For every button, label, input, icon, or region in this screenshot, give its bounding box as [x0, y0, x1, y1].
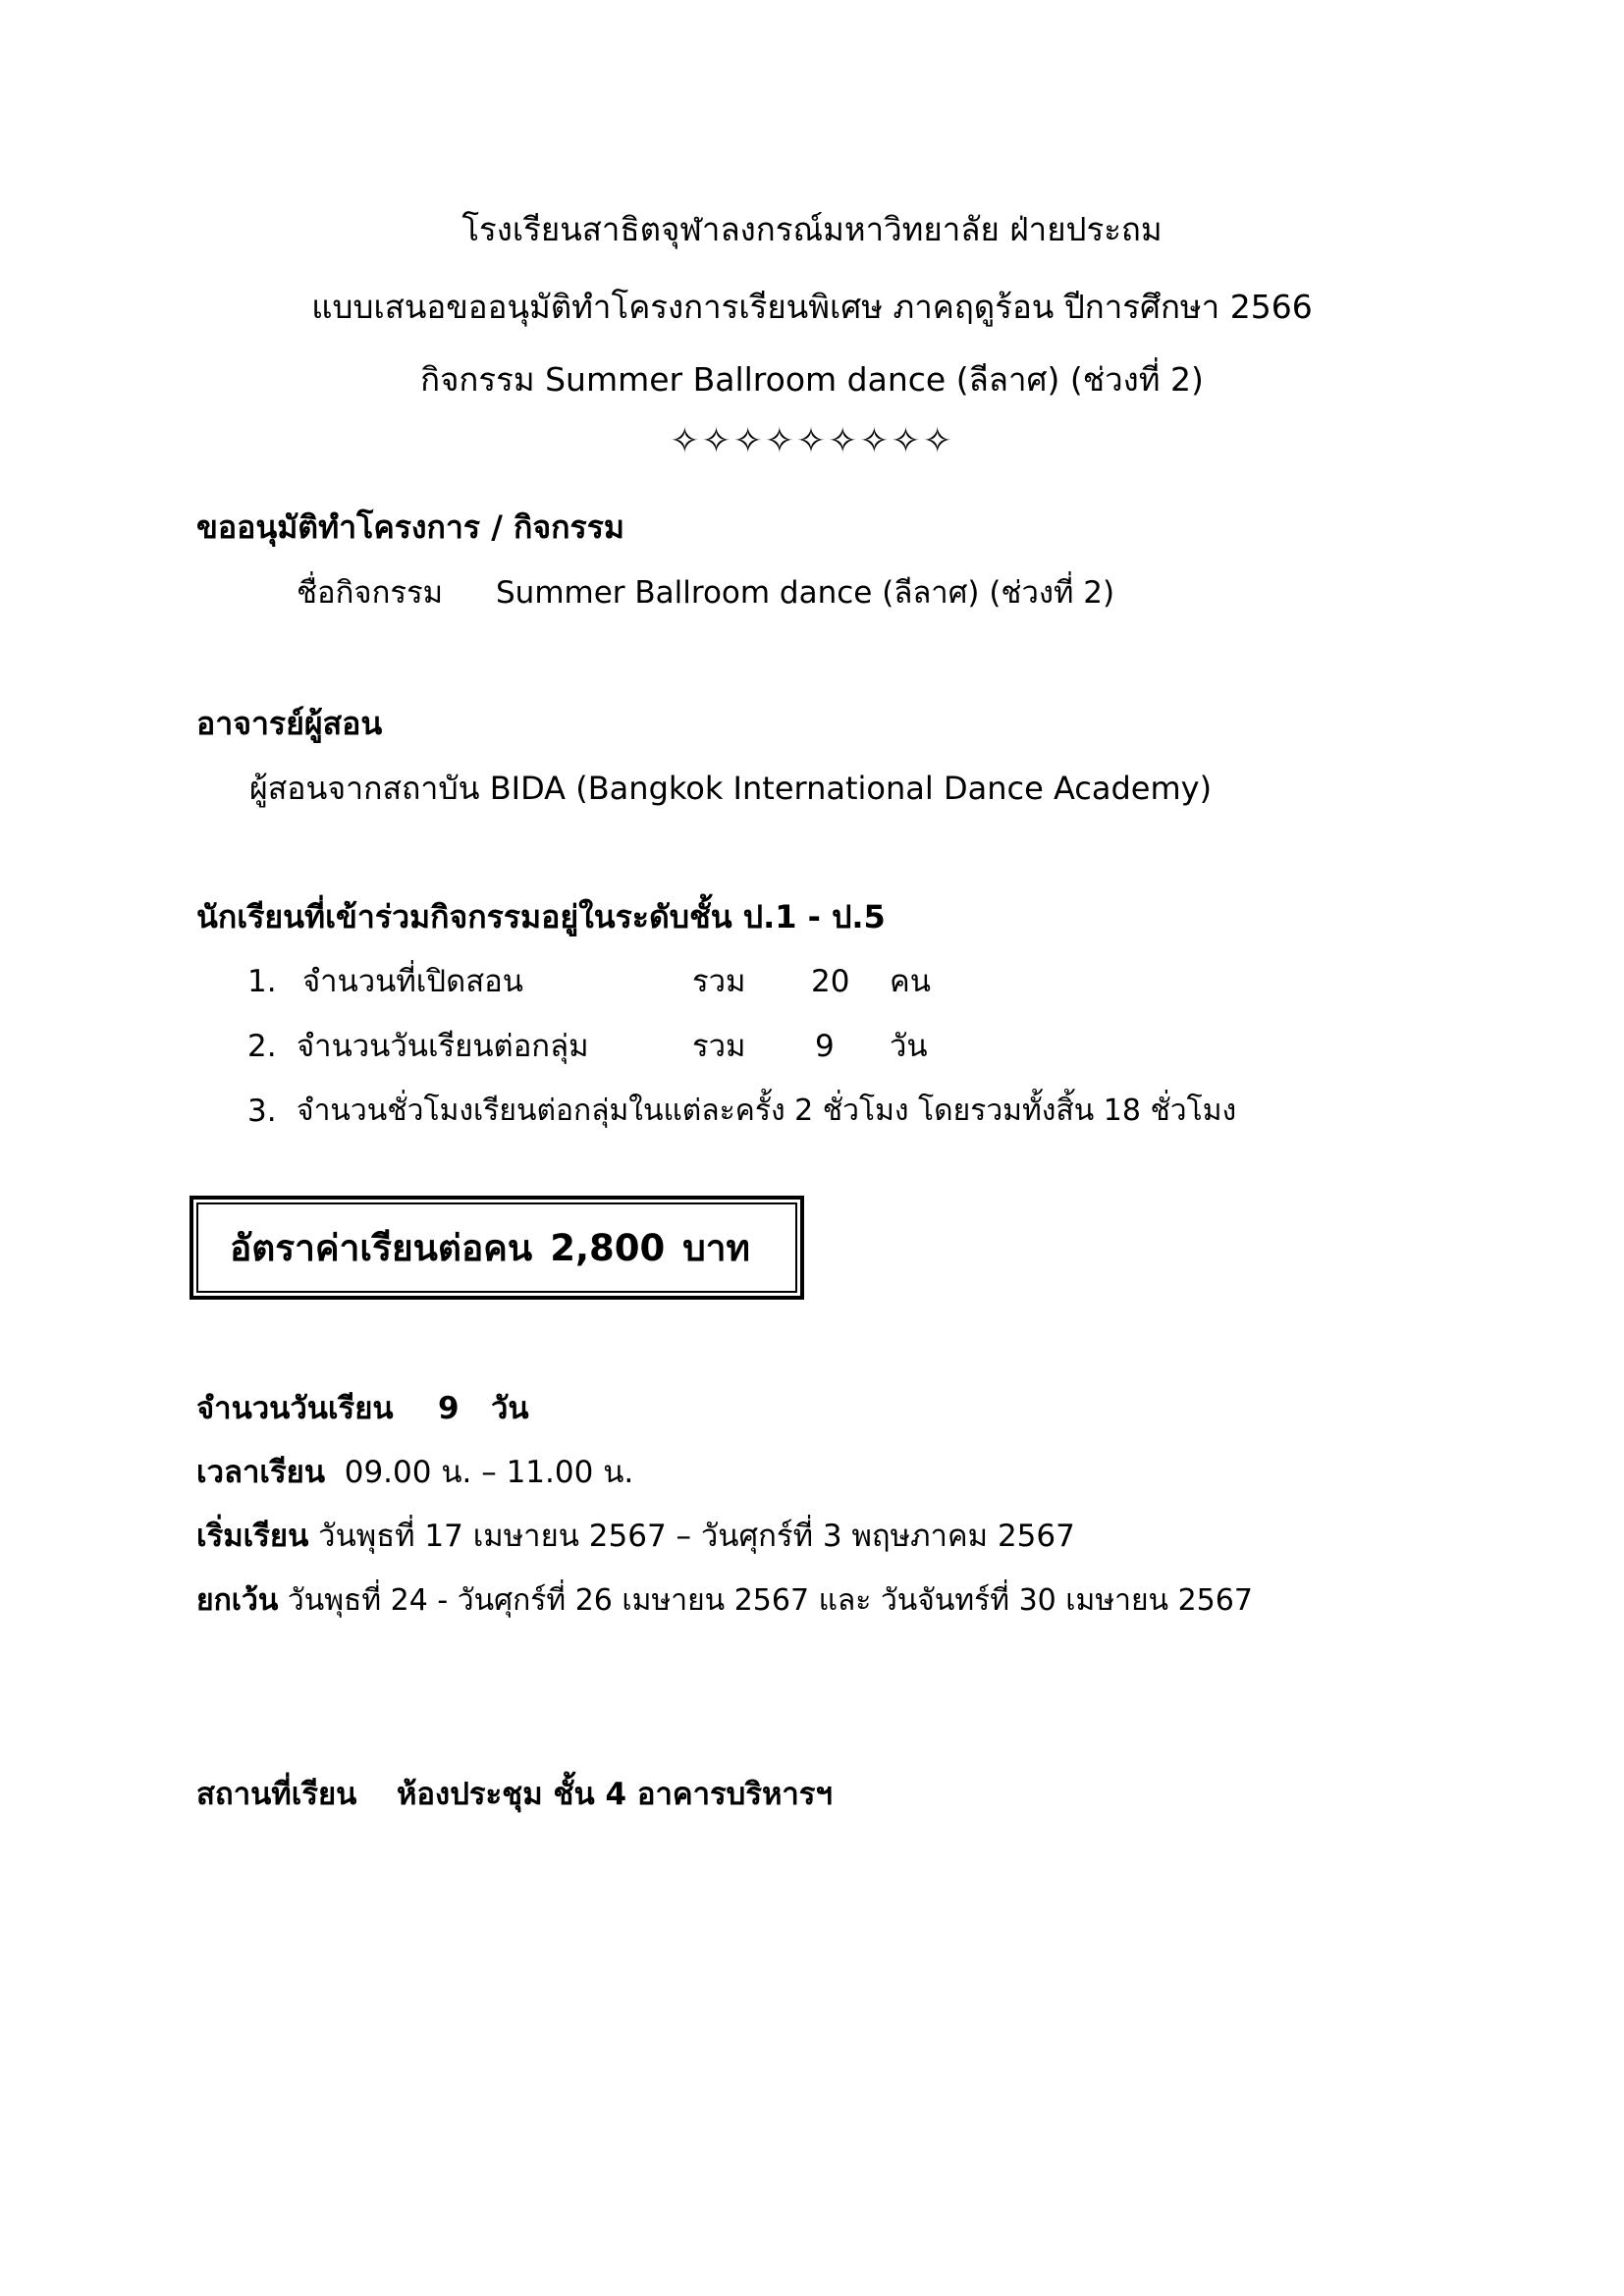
- item-label: จำนวนที่เปิดสอน: [302, 964, 523, 999]
- item-number: 3.: [247, 1094, 277, 1129]
- item-text: จำนวนชั่วโมงเรียนต่อกลุ่มในแต่ละครั้ง 2 ชั่วโมง โดยรวมทั้งสิ้น 18 ชั่วโมง: [297, 1094, 1237, 1128]
- teacher-heading: อาจารย์ผู้สอน: [196, 705, 383, 742]
- item-unit: วัน: [890, 1029, 928, 1064]
- activity-title: กิจกรรม Summer Ballroom dance (ลีลาศ) (ช่วงที่ 2): [420, 360, 1204, 399]
- approval-heading: ขออนุมัติทำโครงการ / กิจกรรม: [196, 508, 624, 546]
- item-label: จำนวนวันเรียนต่อกลุ่ม: [297, 1029, 589, 1064]
- fee-currency: บาท: [682, 1226, 750, 1269]
- item-total-label: รวม: [692, 964, 746, 999]
- exception-value: วันพุธที่ 24 - วันศุกร์ที่ 26 เมษายน 2567 และ วันจันทร์ที่ 30 เมษายน 2567: [287, 1583, 1253, 1618]
- item-number: 2.: [247, 1029, 277, 1064]
- item-unit: คน: [890, 964, 931, 999]
- fee-amount: 2,800: [550, 1226, 666, 1269]
- item-number: 1.: [247, 964, 277, 999]
- study-days-label: จำนวนวันเรียน: [196, 1391, 394, 1426]
- study-days-value: 9: [438, 1391, 460, 1426]
- item-value: 20: [811, 964, 850, 999]
- item-total-label: รวม: [692, 1029, 746, 1064]
- location-value: ห้องประชุม ชั้น 4 อาคารบริหารฯ: [397, 1777, 833, 1812]
- fee-inner-frame: [196, 1202, 797, 1293]
- study-days-unit: วัน: [491, 1391, 529, 1426]
- exception-label: ยกเว้น: [196, 1583, 279, 1618]
- location-label: สถานที่เรียน: [196, 1777, 357, 1812]
- activity-name-value: Summer Ballroom dance (ลีลาศ) (ช่วงที่ 2): [496, 575, 1115, 611]
- form-title: แบบเสนอขออนุมัติทำโครงการเรียนพิเศษ ภาคฤดูร้อน ปีการศึกษา 2566: [311, 288, 1313, 326]
- fee-box: [189, 1196, 804, 1300]
- decorative-stars: ✧✧✧✧✧✧✧✧✧: [670, 421, 954, 461]
- start-line: [196, 1519, 1075, 1555]
- fee-label: อัตราค่าเรียนต่อคน: [230, 1226, 533, 1269]
- study-time-line: [196, 1455, 633, 1491]
- activity-name-label: ชื่อกิจกรรม: [297, 575, 444, 611]
- teacher-value: ผู้สอนจากสถาบัน BIDA (Bangkok International Dance Academy): [249, 770, 1213, 807]
- study-time-value: 09.00 น. – 11.00 น.: [344, 1455, 634, 1490]
- school-name: โรงเรียนสาธิตจุฬาลงกรณ์มหาวิทยาลัย ฝ่ายประถม: [461, 210, 1163, 248]
- item-value: 9: [815, 1029, 835, 1064]
- students-heading: นักเรียนที่เข้าร่วมกิจกรรมอยู่ในระดับชั้น ป.1 - ป.5: [196, 898, 886, 935]
- exception-line: [196, 1583, 1253, 1619]
- start-value: วันพุธที่ 17 เมษายน 2567 – วันศุกร์ที่ 3 พฤษภาคม 2567: [318, 1519, 1075, 1554]
- study-time-label: เวลาเรียน: [196, 1455, 326, 1490]
- start-label: เริ่มเรียน: [196, 1519, 309, 1554]
